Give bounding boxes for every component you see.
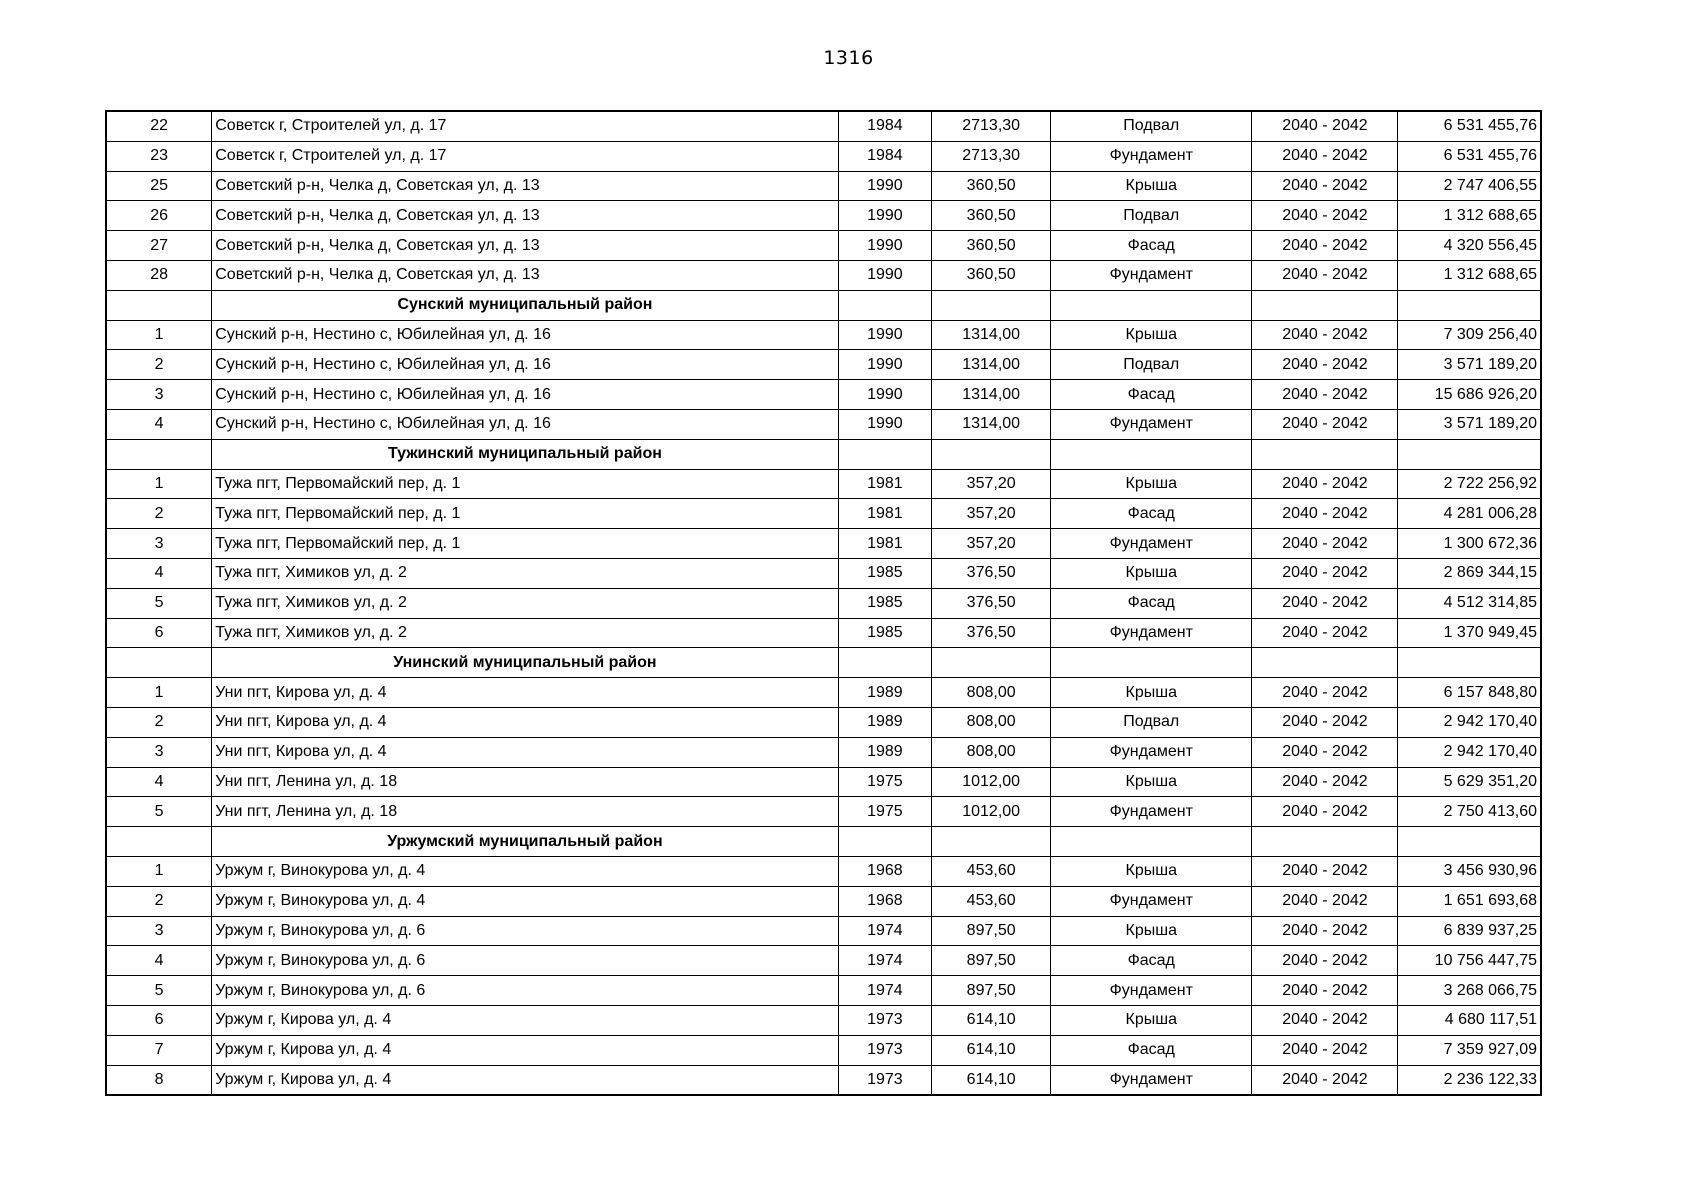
structural-element-cell: Подвал xyxy=(1051,111,1252,141)
structural-element-cell: Подвал xyxy=(1051,201,1252,231)
area-cell: 614,10 xyxy=(932,1035,1051,1065)
table-row xyxy=(106,529,1541,559)
area-cell: 376,50 xyxy=(932,588,1051,618)
area-cell: 357,20 xyxy=(932,499,1051,529)
table-row xyxy=(106,171,1541,201)
empty-cell xyxy=(1051,439,1252,469)
address-cell: Уни пгт, Ленина ул, д. 18 xyxy=(212,797,838,827)
build-year-cell: 1974 xyxy=(838,976,932,1006)
build-year-cell: 1981 xyxy=(838,469,932,499)
structural-element-cell: Подвал xyxy=(1051,350,1252,380)
area-cell: 2713,30 xyxy=(932,141,1051,171)
table-row xyxy=(106,767,1541,797)
area-cell: 808,00 xyxy=(932,678,1051,708)
cost-cell: 2 942 170,40 xyxy=(1398,737,1541,767)
address-cell: Советский р-н, Челка д, Советская ул, д. 13 xyxy=(212,171,838,201)
row-number-cell: 22 xyxy=(106,111,212,141)
address-cell: Сунский р-н, Нестино с, Юбилейная ул, д. 16 xyxy=(212,350,838,380)
cost-cell: 2 942 170,40 xyxy=(1398,707,1541,737)
repair-period-cell: 2040 - 2042 xyxy=(1252,380,1398,410)
empty-cell xyxy=(1051,290,1252,320)
structural-element-cell: Крыша xyxy=(1051,171,1252,201)
structural-element-cell: Фасад xyxy=(1051,380,1252,410)
cost-cell: 1 651 693,68 xyxy=(1398,886,1541,916)
area-cell: 1314,00 xyxy=(932,350,1051,380)
row-number-cell: 4 xyxy=(106,767,212,797)
repair-period-cell: 2040 - 2042 xyxy=(1252,141,1398,171)
address-cell: Советский р-н, Челка д, Советская ул, д. 13 xyxy=(212,231,838,261)
repair-period-cell: 2040 - 2042 xyxy=(1252,469,1398,499)
build-year-cell: 1973 xyxy=(838,1065,932,1095)
address-cell: Уни пгт, Кирова ул, д. 4 xyxy=(212,678,838,708)
address-cell: Уни пгт, Кирова ул, д. 4 xyxy=(212,707,838,737)
table-row xyxy=(106,886,1541,916)
cost-cell: 3 571 189,20 xyxy=(1398,409,1541,439)
address-cell: Уржум г, Винокурова ул, д. 6 xyxy=(212,916,838,946)
empty-cell xyxy=(1051,648,1252,678)
address-cell: Уни пгт, Кирова ул, д. 4 xyxy=(212,737,838,767)
row-number-cell: 25 xyxy=(106,171,212,201)
build-year-cell: 1973 xyxy=(838,1035,932,1065)
area-cell: 614,10 xyxy=(932,1065,1051,1095)
area-cell: 808,00 xyxy=(932,737,1051,767)
address-cell: Тужа пгт, Химиков ул, д. 2 xyxy=(212,588,838,618)
cost-cell: 6 531 455,76 xyxy=(1398,141,1541,171)
table-row xyxy=(106,558,1541,588)
area-cell: 357,20 xyxy=(932,529,1051,559)
structural-element-cell: Фундамент xyxy=(1051,1065,1252,1095)
cost-cell: 2 750 413,60 xyxy=(1398,797,1541,827)
structural-element-cell: Крыша xyxy=(1051,320,1252,350)
build-year-cell: 1990 xyxy=(838,201,932,231)
row-number-cell: 7 xyxy=(106,1035,212,1065)
structural-element-cell: Подвал xyxy=(1051,707,1252,737)
repair-period-cell: 2040 - 2042 xyxy=(1252,499,1398,529)
area-cell: 360,50 xyxy=(932,171,1051,201)
address-cell: Сунский р-н, Нестино с, Юбилейная ул, д. 16 xyxy=(212,320,838,350)
repair-period-cell: 2040 - 2042 xyxy=(1252,1035,1398,1065)
repair-period-cell: 2040 - 2042 xyxy=(1252,201,1398,231)
address-cell: Тужа пгт, Первомайский пер, д. 1 xyxy=(212,499,838,529)
build-year-cell: 1989 xyxy=(838,678,932,708)
row-number-cell: 1 xyxy=(106,856,212,886)
build-year-cell: 1984 xyxy=(838,111,932,141)
cost-cell: 4 512 314,85 xyxy=(1398,588,1541,618)
structural-element-cell: Фасад xyxy=(1051,231,1252,261)
repair-period-cell: 2040 - 2042 xyxy=(1252,350,1398,380)
table-row xyxy=(106,618,1541,648)
table-row xyxy=(106,320,1541,350)
row-number-cell: 5 xyxy=(106,588,212,618)
structural-element-cell: Крыша xyxy=(1051,767,1252,797)
table-row xyxy=(106,201,1541,231)
cost-cell: 1 312 688,65 xyxy=(1398,260,1541,290)
row-number-cell: 8 xyxy=(106,1065,212,1095)
area-cell: 360,50 xyxy=(932,201,1051,231)
build-year-cell: 1990 xyxy=(838,409,932,439)
table-row xyxy=(106,588,1541,618)
address-cell: Советский р-н, Челка д, Советская ул, д. 13 xyxy=(212,260,838,290)
build-year-cell: 1990 xyxy=(838,231,932,261)
table-row xyxy=(106,409,1541,439)
cost-cell: 5 629 351,20 xyxy=(1398,767,1541,797)
repair-period-cell: 2040 - 2042 xyxy=(1252,111,1398,141)
repair-period-cell: 2040 - 2042 xyxy=(1252,171,1398,201)
build-year-cell: 1968 xyxy=(838,856,932,886)
empty-cell xyxy=(106,439,212,469)
repair-period-cell: 2040 - 2042 xyxy=(1252,886,1398,916)
empty-cell xyxy=(1051,827,1252,857)
area-cell: 1012,00 xyxy=(932,797,1051,827)
structural-element-cell: Фундамент xyxy=(1051,737,1252,767)
section-header-row xyxy=(106,290,1541,320)
address-cell: Тужа пгт, Первомайский пер, д. 1 xyxy=(212,529,838,559)
empty-cell xyxy=(838,290,932,320)
empty-cell xyxy=(106,827,212,857)
structural-element-cell: Крыша xyxy=(1051,1005,1252,1035)
cost-cell: 4 281 006,28 xyxy=(1398,499,1541,529)
table-row xyxy=(106,916,1541,946)
build-year-cell: 1990 xyxy=(838,260,932,290)
build-year-cell: 1984 xyxy=(838,141,932,171)
row-number-cell: 5 xyxy=(106,797,212,827)
cost-cell: 4 320 556,45 xyxy=(1398,231,1541,261)
row-number-cell: 1 xyxy=(106,469,212,499)
row-number-cell: 3 xyxy=(106,916,212,946)
build-year-cell: 1990 xyxy=(838,350,932,380)
build-year-cell: 1973 xyxy=(838,1005,932,1035)
table-row xyxy=(106,856,1541,886)
table-row xyxy=(106,707,1541,737)
row-number-cell: 6 xyxy=(106,618,212,648)
structural-element-cell: Крыша xyxy=(1051,469,1252,499)
table-row xyxy=(106,737,1541,767)
address-cell: Уржум г, Винокурова ул, д. 4 xyxy=(212,856,838,886)
repair-period-cell: 2040 - 2042 xyxy=(1252,529,1398,559)
table-row xyxy=(106,260,1541,290)
cost-cell: 6 157 848,80 xyxy=(1398,678,1541,708)
empty-cell xyxy=(106,290,212,320)
empty-cell xyxy=(1398,290,1541,320)
structural-element-cell: Фундамент xyxy=(1051,260,1252,290)
table-row xyxy=(106,499,1541,529)
row-number-cell: 2 xyxy=(106,499,212,529)
repair-period-cell: 2040 - 2042 xyxy=(1252,767,1398,797)
build-year-cell: 1990 xyxy=(838,171,932,201)
build-year-cell: 1985 xyxy=(838,558,932,588)
build-year-cell: 1990 xyxy=(838,380,932,410)
structural-element-cell: Фундамент xyxy=(1051,797,1252,827)
table-row xyxy=(106,350,1541,380)
table-row xyxy=(106,380,1541,410)
build-year-cell: 1981 xyxy=(838,529,932,559)
repair-period-cell: 2040 - 2042 xyxy=(1252,737,1398,767)
repair-period-cell: 2040 - 2042 xyxy=(1252,797,1398,827)
cost-cell: 1 312 688,65 xyxy=(1398,201,1541,231)
cost-cell: 7 359 927,09 xyxy=(1398,1035,1541,1065)
table-row xyxy=(106,1035,1541,1065)
cost-cell: 15 686 926,20 xyxy=(1398,380,1541,410)
structural-element-cell: Крыша xyxy=(1051,916,1252,946)
build-year-cell: 1975 xyxy=(838,797,932,827)
repair-period-cell: 2040 - 2042 xyxy=(1252,1065,1398,1095)
area-cell: 1314,00 xyxy=(932,409,1051,439)
cost-cell: 3 456 930,96 xyxy=(1398,856,1541,886)
empty-cell xyxy=(838,648,932,678)
empty-cell xyxy=(932,827,1051,857)
structural-element-cell: Фундамент xyxy=(1051,409,1252,439)
row-number-cell: 2 xyxy=(106,707,212,737)
empty-cell xyxy=(1252,827,1398,857)
structural-element-cell: Фундамент xyxy=(1051,886,1252,916)
address-cell: Уржум г, Кирова ул, д. 4 xyxy=(212,1035,838,1065)
area-cell: 357,20 xyxy=(932,469,1051,499)
empty-cell xyxy=(838,827,932,857)
repair-period-cell: 2040 - 2042 xyxy=(1252,1005,1398,1035)
row-number-cell: 6 xyxy=(106,1005,212,1035)
table-row xyxy=(106,111,1541,141)
cost-cell: 7 309 256,40 xyxy=(1398,320,1541,350)
structural-element-cell: Крыша xyxy=(1051,558,1252,588)
repair-period-cell: 2040 - 2042 xyxy=(1252,707,1398,737)
address-cell: Советск г, Строителей ул, д. 17 xyxy=(212,111,838,141)
structural-element-cell: Фундамент xyxy=(1051,141,1252,171)
empty-cell xyxy=(1398,439,1541,469)
area-cell: 376,50 xyxy=(932,558,1051,588)
address-cell: Тужа пгт, Химиков ул, д. 2 xyxy=(212,558,838,588)
table-row xyxy=(106,1005,1541,1035)
area-cell: 360,50 xyxy=(932,231,1051,261)
structural-element-cell: Фундамент xyxy=(1051,529,1252,559)
structural-element-cell: Фундамент xyxy=(1051,976,1252,1006)
section-header-row xyxy=(106,648,1541,678)
structural-element-cell: Крыша xyxy=(1051,678,1252,708)
address-cell: Советский р-н, Челка д, Советская ул, д. 13 xyxy=(212,201,838,231)
table-row xyxy=(106,141,1541,171)
build-year-cell: 1989 xyxy=(838,707,932,737)
section-header-row xyxy=(106,827,1541,857)
table-row xyxy=(106,1065,1541,1095)
empty-cell xyxy=(932,290,1051,320)
repair-period-cell: 2040 - 2042 xyxy=(1252,856,1398,886)
structural-element-cell: Фасад xyxy=(1051,1035,1252,1065)
district-title: Унинский муниципальный район xyxy=(212,648,838,678)
address-cell: Уржум г, Кирова ул, д. 4 xyxy=(212,1005,838,1035)
build-year-cell: 1985 xyxy=(838,618,932,648)
cost-cell: 6 839 937,25 xyxy=(1398,916,1541,946)
area-cell: 453,60 xyxy=(932,886,1051,916)
structural-element-cell: Фасад xyxy=(1051,946,1252,976)
empty-cell xyxy=(1398,648,1541,678)
build-year-cell: 1975 xyxy=(838,767,932,797)
address-cell: Уни пгт, Ленина ул, д. 18 xyxy=(212,767,838,797)
structural-element-cell: Крыша xyxy=(1051,856,1252,886)
area-cell: 2713,30 xyxy=(932,111,1051,141)
page-number: 1316 xyxy=(823,47,874,69)
repair-period-cell: 2040 - 2042 xyxy=(1252,618,1398,648)
address-cell: Сунский р-н, Нестино с, Юбилейная ул, д. 16 xyxy=(212,409,838,439)
build-year-cell: 1990 xyxy=(838,320,932,350)
cost-cell: 2 747 406,55 xyxy=(1398,171,1541,201)
cost-cell: 3 571 189,20 xyxy=(1398,350,1541,380)
cost-cell: 2 236 122,33 xyxy=(1398,1065,1541,1095)
address-cell: Тужа пгт, Химиков ул, д. 2 xyxy=(212,618,838,648)
address-cell: Сунский р-н, Нестино с, Юбилейная ул, д. 16 xyxy=(212,380,838,410)
build-year-cell: 1974 xyxy=(838,946,932,976)
cost-cell: 1 370 949,45 xyxy=(1398,618,1541,648)
row-number-cell: 5 xyxy=(106,976,212,1006)
row-number-cell: 23 xyxy=(106,141,212,171)
row-number-cell: 27 xyxy=(106,231,212,261)
build-year-cell: 1974 xyxy=(838,916,932,946)
row-number-cell: 28 xyxy=(106,260,212,290)
repair-period-cell: 2040 - 2042 xyxy=(1252,946,1398,976)
table-row xyxy=(106,946,1541,976)
repair-period-cell: 2040 - 2042 xyxy=(1252,678,1398,708)
area-cell: 376,50 xyxy=(932,618,1051,648)
table-row xyxy=(106,469,1541,499)
row-number-cell: 26 xyxy=(106,201,212,231)
row-number-cell: 3 xyxy=(106,380,212,410)
empty-cell xyxy=(932,439,1051,469)
structural-element-cell: Фасад xyxy=(1051,588,1252,618)
cost-cell: 2 869 344,15 xyxy=(1398,558,1541,588)
district-title: Сунский муниципальный район xyxy=(212,290,838,320)
structural-element-cell: Фасад xyxy=(1051,499,1252,529)
repair-period-cell: 2040 - 2042 xyxy=(1252,976,1398,1006)
area-cell: 360,50 xyxy=(932,260,1051,290)
build-year-cell: 1989 xyxy=(838,737,932,767)
row-number-cell: 1 xyxy=(106,320,212,350)
empty-cell xyxy=(106,648,212,678)
repair-period-cell: 2040 - 2042 xyxy=(1252,320,1398,350)
row-number-cell: 2 xyxy=(106,886,212,916)
repair-schedule-table xyxy=(105,110,1542,1096)
address-cell: Уржум г, Кирова ул, д. 4 xyxy=(212,1065,838,1095)
row-number-cell: 4 xyxy=(106,946,212,976)
empty-cell xyxy=(1252,648,1398,678)
area-cell: 1314,00 xyxy=(932,320,1051,350)
address-cell: Уржум г, Винокурова ул, д. 4 xyxy=(212,886,838,916)
cost-cell: 2 722 256,92 xyxy=(1398,469,1541,499)
repair-period-cell: 2040 - 2042 xyxy=(1252,558,1398,588)
area-cell: 808,00 xyxy=(932,707,1051,737)
table-row xyxy=(106,231,1541,261)
area-cell: 897,50 xyxy=(932,976,1051,1006)
cost-cell: 1 300 672,36 xyxy=(1398,529,1541,559)
table-row xyxy=(106,678,1541,708)
structural-element-cell: Фундамент xyxy=(1051,618,1252,648)
row-number-cell: 1 xyxy=(106,678,212,708)
area-cell: 1012,00 xyxy=(932,767,1051,797)
address-cell: Уржум г, Винокурова ул, д. 6 xyxy=(212,946,838,976)
address-cell: Советск г, Строителей ул, д. 17 xyxy=(212,141,838,171)
repair-period-cell: 2040 - 2042 xyxy=(1252,916,1398,946)
row-number-cell: 3 xyxy=(106,529,212,559)
table-body xyxy=(106,111,1541,1095)
repair-period-cell: 2040 - 2042 xyxy=(1252,588,1398,618)
empty-cell xyxy=(1252,290,1398,320)
row-number-cell: 3 xyxy=(106,737,212,767)
empty-cell xyxy=(838,439,932,469)
build-year-cell: 1985 xyxy=(838,588,932,618)
cost-cell: 4 680 117,51 xyxy=(1398,1005,1541,1035)
cost-cell: 10 756 447,75 xyxy=(1398,946,1541,976)
table-row xyxy=(106,976,1541,1006)
area-cell: 614,10 xyxy=(932,1005,1051,1035)
repair-period-cell: 2040 - 2042 xyxy=(1252,260,1398,290)
build-year-cell: 1981 xyxy=(838,499,932,529)
area-cell: 453,60 xyxy=(932,856,1051,886)
empty-cell xyxy=(1252,439,1398,469)
table-row xyxy=(106,797,1541,827)
area-cell: 1314,00 xyxy=(932,380,1051,410)
cost-cell: 3 268 066,75 xyxy=(1398,976,1541,1006)
district-title: Уржумский муниципальный район xyxy=(212,827,838,857)
area-cell: 897,50 xyxy=(932,916,1051,946)
address-cell: Тужа пгт, Первомайский пер, д. 1 xyxy=(212,469,838,499)
repair-period-cell: 2040 - 2042 xyxy=(1252,231,1398,261)
address-cell: Уржум г, Винокурова ул, д. 6 xyxy=(212,976,838,1006)
row-number-cell: 2 xyxy=(106,350,212,380)
district-title: Тужинский муниципальный район xyxy=(212,439,838,469)
repair-period-cell: 2040 - 2042 xyxy=(1252,409,1398,439)
empty-cell xyxy=(932,648,1051,678)
row-number-cell: 4 xyxy=(106,409,212,439)
empty-cell xyxy=(1398,827,1541,857)
section-header-row xyxy=(106,439,1541,469)
row-number-cell: 4 xyxy=(106,558,212,588)
build-year-cell: 1968 xyxy=(838,886,932,916)
area-cell: 897,50 xyxy=(932,946,1051,976)
cost-cell: 6 531 455,76 xyxy=(1398,111,1541,141)
